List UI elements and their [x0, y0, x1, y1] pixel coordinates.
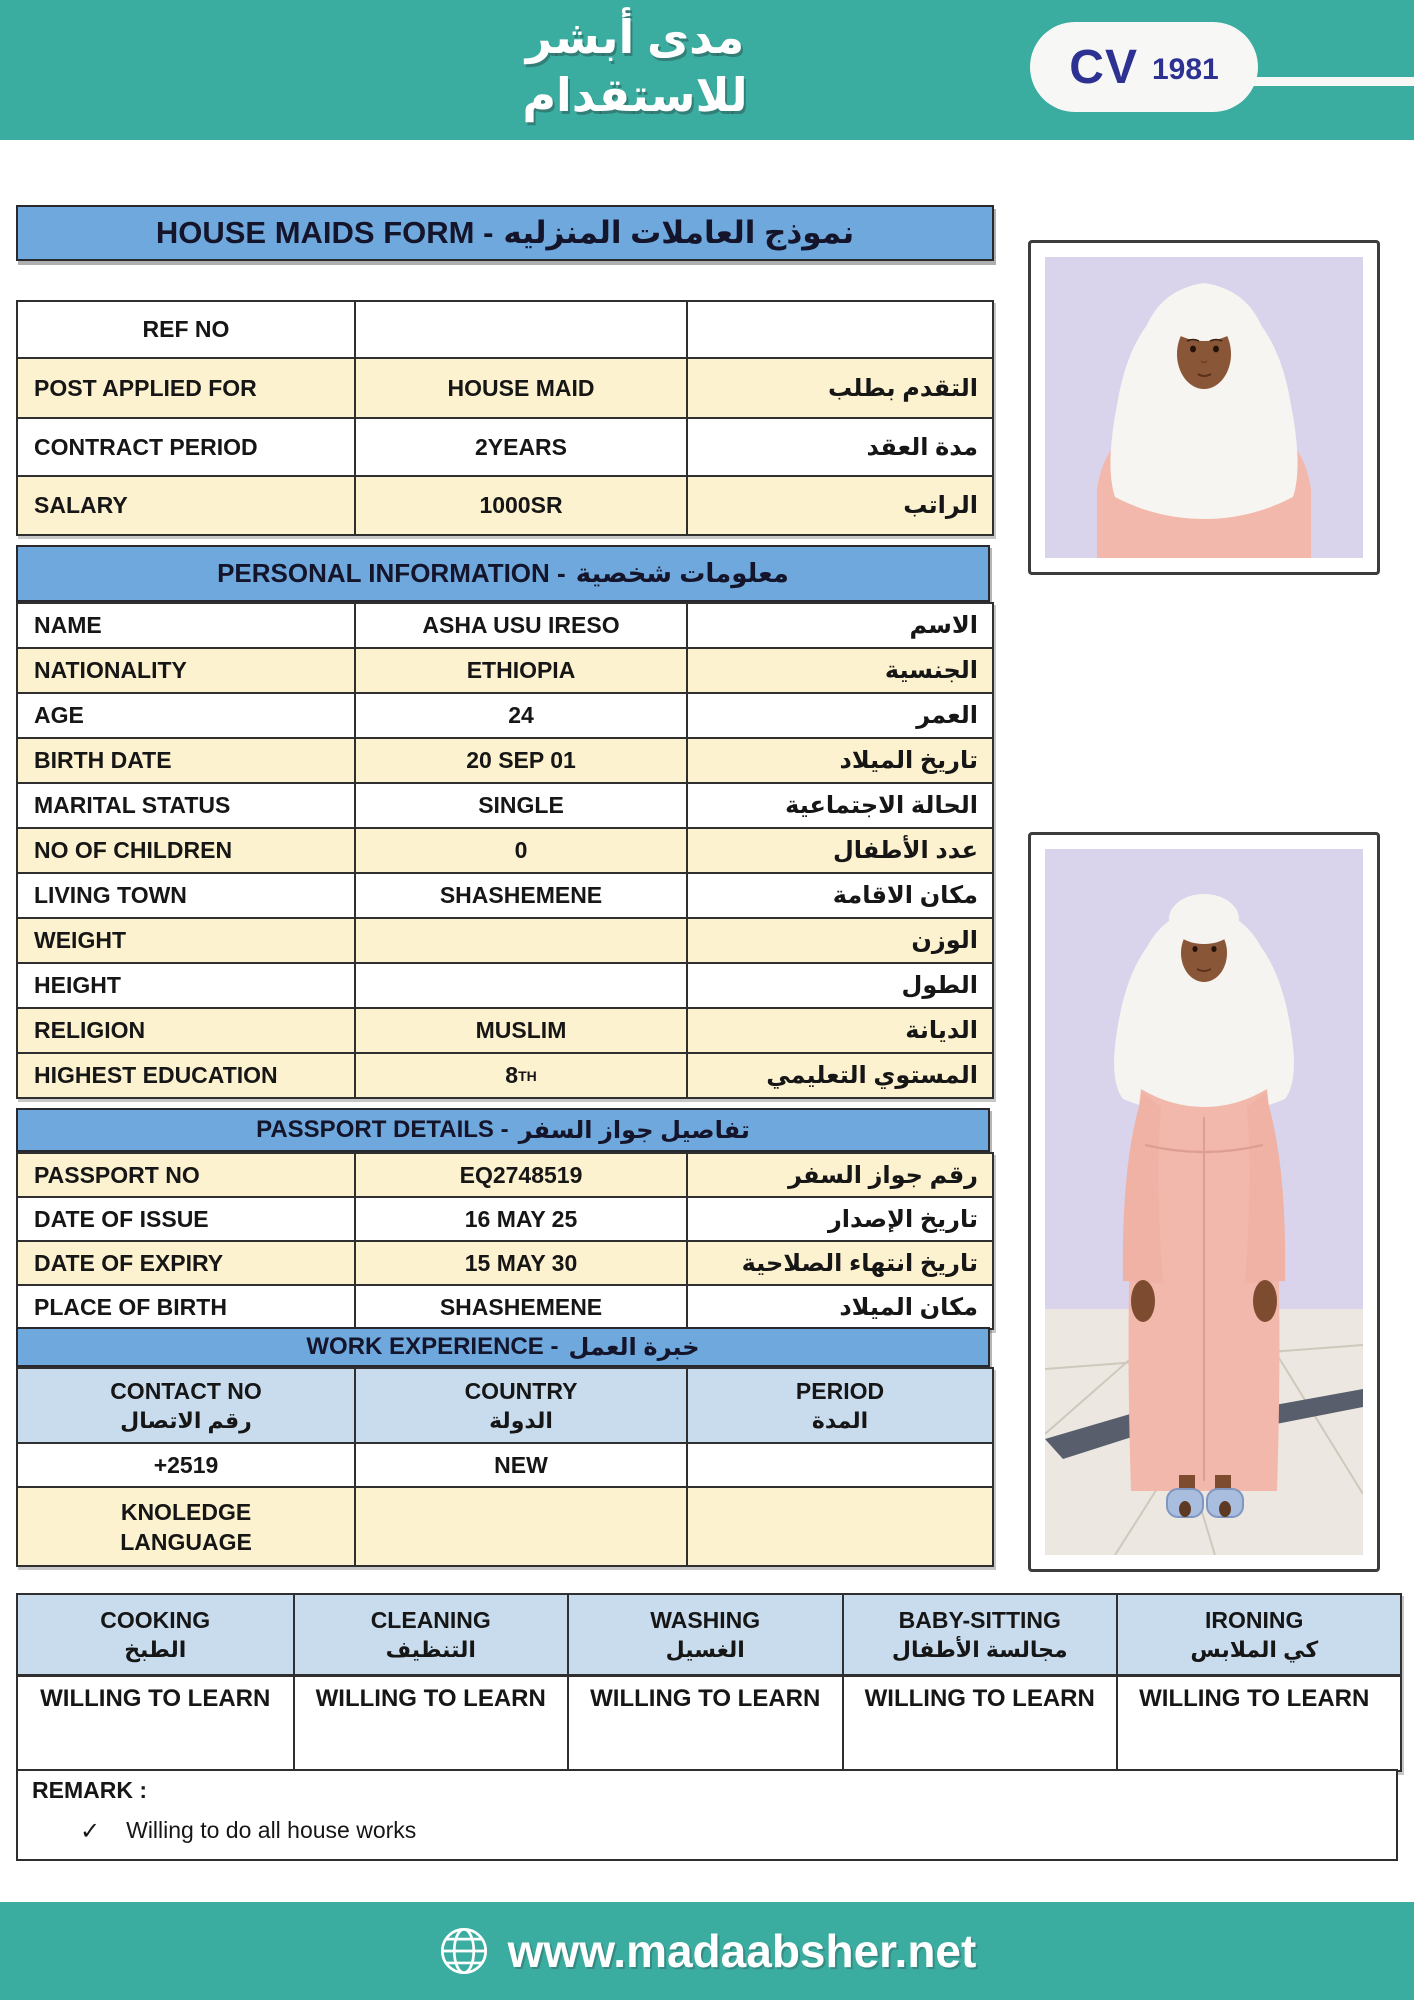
field-label-arabic: الاسم [686, 604, 992, 647]
table-row [18, 647, 992, 692]
period-value [686, 1488, 992, 1565]
field-label: NATIONALITY [34, 657, 187, 683]
field-value: 2YEARS [354, 419, 686, 475]
field-label: DATE OF EXPIRY [34, 1249, 224, 1276]
form-title-en: HOUSE MAIDS FORM - [155, 215, 494, 250]
field-label: WEIGHT [34, 927, 126, 953]
field-label-arabic: عدد الأطفال [686, 829, 992, 872]
form-title-bar [16, 205, 994, 261]
field-value: 24 [354, 694, 686, 737]
field-label: DATE OF ISSUE [34, 1205, 209, 1232]
section-title-ar: تفاصيل جواز السفر [518, 1116, 750, 1144]
table-row [18, 475, 992, 534]
field-value: 16 MAY 25 [354, 1198, 686, 1240]
contact-no-value: +2519 [153, 1451, 219, 1478]
column-header-ar: رقم الاتصال [120, 1407, 252, 1433]
field-value: 15 MAY 30 [354, 1242, 686, 1284]
table-row [18, 737, 992, 782]
table-row [18, 1442, 992, 1486]
column-header-en: COUNTRY [464, 1377, 578, 1404]
cv-number-badge [1030, 22, 1258, 112]
field-value [354, 919, 686, 962]
skill-value: WILLING TO LEARN [40, 1685, 271, 1712]
field-label-arabic: تاريخ انتهاء الصلاحية [686, 1242, 992, 1284]
field-value: EQ2748519 [354, 1154, 686, 1196]
column-header [354, 1369, 686, 1442]
remark-item [80, 1817, 416, 1846]
skill-name-en: IRONING [1205, 1606, 1304, 1633]
table-row [18, 1240, 992, 1284]
skill-value: WILLING TO LEARN [293, 1677, 568, 1770]
skill-name-ar: التنظيف [385, 1636, 476, 1662]
column-header-en: CONTACT NO [110, 1377, 262, 1404]
skill-name-ar: الغسيل [665, 1636, 745, 1662]
section-title-en: PASSPORT DETAILS - [256, 1116, 509, 1143]
table-row [18, 302, 992, 357]
table-row [18, 1196, 992, 1240]
field-value: ETHIOPIA [354, 649, 686, 692]
field-label: BIRTH DATE [34, 747, 172, 773]
agency-name-line1: مدى أبشر [525, 11, 745, 63]
field-label: HIGHEST EDUCATION [34, 1062, 278, 1088]
field-value: SHASHEMENE [354, 874, 686, 917]
field-label-arabic: الحالة الاجتماعية [686, 784, 992, 827]
field-value [354, 964, 686, 1007]
field-label-arabic: الجنسية [686, 649, 992, 692]
table-row [18, 962, 992, 1007]
table-row [18, 1486, 992, 1565]
country-value: NEW [354, 1444, 686, 1486]
badge-divider-line [1252, 77, 1414, 86]
period-value [686, 1444, 992, 1486]
field-label: LIVING TOWN [34, 882, 187, 908]
education-grade: 8 [505, 1062, 519, 1088]
skill-column-header [293, 1595, 568, 1674]
field-value: 1000SR [354, 477, 686, 534]
section-title-en: WORK EXPERIENCE - [306, 1333, 559, 1360]
field-value: SINGLE [354, 784, 686, 827]
applicant-portrait-photo [1028, 240, 1380, 575]
work-experience-header [16, 1327, 990, 1367]
skill-column-header [18, 1595, 293, 1674]
field-label: NAME [34, 612, 102, 638]
skill-name-ar: الطبخ [124, 1636, 187, 1662]
skill-name-en: BABY-SITTING [898, 1606, 1061, 1633]
country-value [354, 1488, 686, 1565]
applicant-fullbody-photo [1028, 832, 1380, 1572]
field-label: CONTRACT PERIOD [34, 433, 258, 460]
column-header-en: PERIOD [795, 1377, 885, 1404]
field-label-arabic: الوزن [686, 919, 992, 962]
section-title-ar: خبرة العمل [568, 1333, 700, 1361]
checkmark-icon: ✓ [80, 1818, 101, 1845]
field-label: PASSPORT NO [34, 1161, 200, 1188]
field-label-arabic: العمر [686, 694, 992, 737]
table-row [18, 692, 992, 737]
field-value: MUSLIM [354, 1009, 686, 1052]
field-label-arabic [686, 302, 992, 357]
field-label-arabic: الديانة [686, 1009, 992, 1052]
application-summary-table [16, 300, 994, 536]
field-label-arabic: تاريخ الإصدار [686, 1198, 992, 1240]
passport-details-table [16, 1152, 994, 1330]
field-label: HEIGHT [34, 972, 121, 998]
field-label: NO OF CHILDREN [34, 837, 233, 863]
table-row [18, 782, 992, 827]
table-row [18, 1007, 992, 1052]
work-experience-table [16, 1367, 994, 1567]
table-row [18, 604, 992, 647]
knowledge-line2: LANGUAGE [120, 1528, 252, 1555]
skill-name-ar: كي الملابس [1190, 1636, 1319, 1662]
skill-value: WILLING TO LEARN [567, 1677, 842, 1770]
field-label: PLACE OF BIRTH [34, 1293, 227, 1320]
skill-value: WILLING TO LEARN [1116, 1677, 1391, 1770]
field-value: 0 [354, 829, 686, 872]
footer-band [0, 1902, 1414, 2000]
field-value: 20 SEP 01 [354, 739, 686, 782]
skill-column-header [842, 1595, 1117, 1674]
table-row [18, 357, 992, 417]
column-header [686, 1369, 992, 1442]
cv-number: 1981 [1151, 53, 1219, 86]
table-row [18, 417, 992, 475]
skills-header-row [18, 1595, 1400, 1675]
field-value: ASHA USU IRESO [354, 604, 686, 647]
field-label: MARITAL STATUS [34, 792, 231, 818]
field-label: AGE [34, 702, 84, 728]
field-value [354, 302, 686, 357]
field-label: REF NO [142, 316, 230, 342]
skill-name-en: CLEANING [370, 1606, 491, 1633]
personal-information-table [16, 602, 994, 1099]
table-row [18, 1284, 992, 1328]
field-label: RELIGION [34, 1017, 146, 1043]
column-header [18, 1369, 354, 1442]
field-label-arabic: التقدم بطلب [686, 359, 992, 417]
table-row [18, 1154, 992, 1196]
field-label-arabic: تاريخ الميلاد [686, 739, 992, 782]
knowledge-language-cell [18, 1488, 354, 1565]
skill-column-header [567, 1595, 842, 1674]
field-value [354, 1054, 686, 1097]
field-label: POST APPLIED FOR [34, 374, 257, 401]
table-row [18, 917, 992, 962]
skill-column-header [1116, 1595, 1391, 1674]
form-title-ar: نموذج العاملات المنزليه [503, 215, 855, 250]
section-title-en: PERSONAL INFORMATION - [217, 558, 566, 588]
website-url: www.madaabsher.net [507, 1925, 977, 1977]
table-row [18, 1052, 992, 1097]
remark-section [16, 1769, 1398, 1861]
field-label-arabic: مدة العقد [686, 419, 992, 475]
field-label: SALARY [34, 492, 128, 518]
education-grade-suffix: TH [518, 1067, 537, 1084]
portrait-photo-drawing [1045, 257, 1363, 558]
field-label-arabic: المستوي التعليمي [686, 1054, 992, 1097]
table-row [18, 872, 992, 917]
passport-details-header [16, 1108, 990, 1152]
field-value: SHASHEMENE [354, 1286, 686, 1328]
skill-name-ar: مجالسة الأطفال [891, 1636, 1068, 1662]
remark-text: Willing to do all house works [126, 1817, 417, 1843]
table-header-row [18, 1369, 992, 1442]
skill-name-en: COOKING [100, 1606, 211, 1633]
cv-label: CV [1069, 40, 1138, 94]
field-label-arabic: الراتب [686, 477, 992, 534]
personal-information-header [16, 545, 990, 602]
remark-label: REMARK : [32, 1777, 147, 1803]
skill-value: WILLING TO LEARN [842, 1677, 1117, 1770]
table-row [18, 827, 992, 872]
globe-icon [438, 1925, 490, 1977]
field-label-arabic: مكان الاقامة [686, 874, 992, 917]
column-header-ar: الدولة [489, 1407, 553, 1433]
knowledge-line1: KNOLEDGE [120, 1498, 252, 1525]
skills-table [16, 1593, 1402, 1772]
field-label-arabic: رقم جواز السفر [686, 1154, 992, 1196]
skill-name-en: WASHING [650, 1606, 761, 1633]
fullbody-photo-drawing [1045, 849, 1363, 1555]
column-header-ar: المدة [811, 1407, 869, 1433]
section-title-ar: معلومات شخصية [575, 558, 789, 588]
field-label-arabic: الطول [686, 964, 992, 1007]
field-label-arabic: مكان الميلاد [686, 1286, 992, 1328]
skills-value-row [18, 1675, 1400, 1770]
field-value: HOUSE MAID [354, 359, 686, 417]
header-band [0, 0, 1414, 140]
agency-name-line2: للاستقدام [522, 69, 748, 121]
